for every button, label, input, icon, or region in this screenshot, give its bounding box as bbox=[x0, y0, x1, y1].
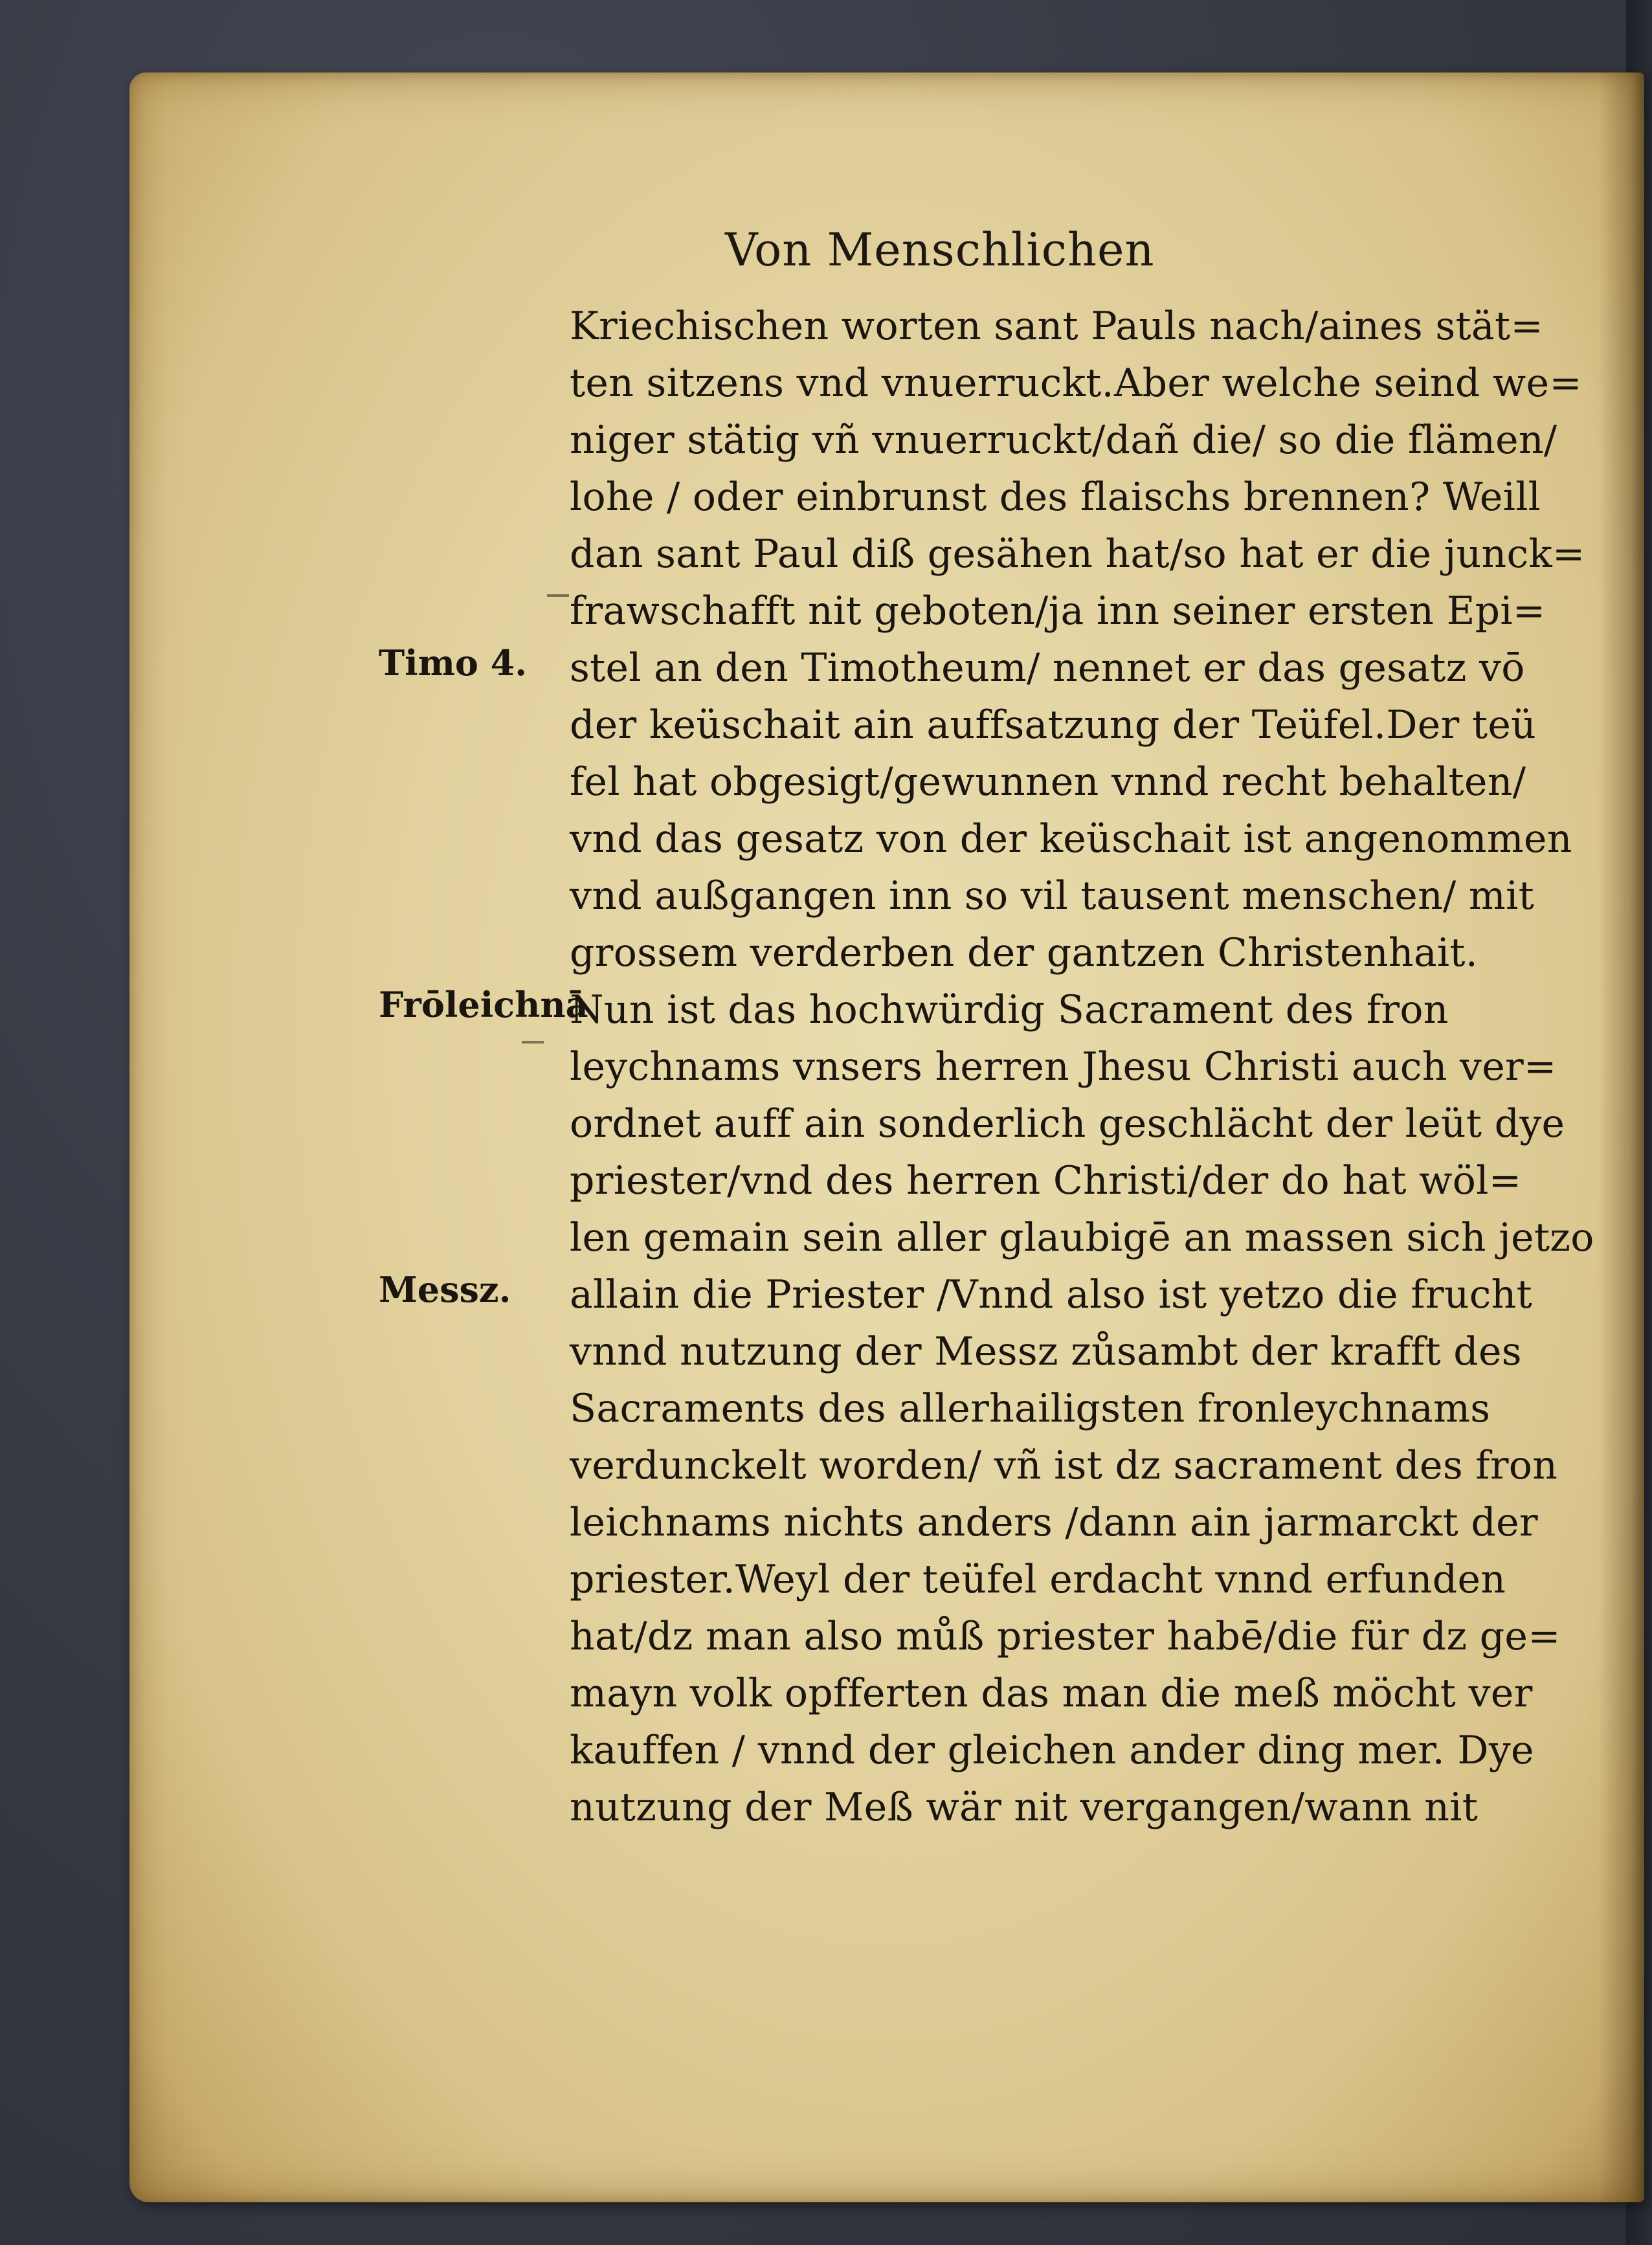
text-line: verdunckelt worden/ vñ ist dz sacrament des fron bbox=[570, 1443, 1558, 1488]
text-line: hat/dz man also můß priester habē/die für dz ge= bbox=[570, 1614, 1561, 1659]
text-line: vnd das gesatz von der keüschait ist angenommen bbox=[570, 816, 1572, 862]
text-line: priester/vnd des herren Christi/der do hat wöl= bbox=[570, 1158, 1522, 1203]
text-line: frawschafft nit geboten/ja inn seiner ersten Epi= bbox=[570, 588, 1546, 634]
margin-mark bbox=[547, 594, 569, 597]
text-line: leychnams vnsers herren Jhesu Christi auch ver= bbox=[570, 1044, 1557, 1089]
margin-note-timo: Timo 4. bbox=[379, 642, 528, 684]
text-line: kauffen / vnnd der gleichen ander ding mer. Dye bbox=[570, 1728, 1534, 1773]
text-line: Kriechischen worten sant Pauls nach/aines stät= bbox=[570, 304, 1543, 349]
text-line: fel hat obgesigt/gewunnen vnnd recht behalten/ bbox=[570, 759, 1526, 805]
text-line: Sacraments des allerhailigsten fronleychnams bbox=[570, 1386, 1491, 1431]
body-text-block bbox=[570, 298, 1594, 1836]
text-line: ordnet auff ain sonderlich geschlächt der leüt dye bbox=[570, 1101, 1565, 1146]
text-line: vnd außgangen inn so vil tausent menschen/ mit bbox=[570, 873, 1535, 919]
text-line: stel an den Timotheum/ nennet er das gesatz vō bbox=[570, 645, 1525, 691]
margin-note-fronleichnam: Frōleichnā bbox=[379, 984, 588, 1025]
text-line: len gemain sein aller glaubigē an massen sich jetzo bbox=[570, 1215, 1594, 1260]
text-line: der keüschait ain auffsatzung der Teüfel.Der teü bbox=[570, 702, 1537, 748]
text-line: priester.Weyl der teüfel erdacht vnnd erfunden bbox=[570, 1557, 1506, 1602]
text-line: leichnams nichts anders /dann ain jarmarckt der bbox=[570, 1500, 1538, 1545]
running-head: Von Menschlichen bbox=[725, 223, 1155, 276]
text-line: allain die Priester /Vnnd also ist yetzo die frucht bbox=[570, 1272, 1533, 1317]
page-gutter-shadow bbox=[1599, 73, 1644, 2202]
margin-note-messz: Messz. bbox=[379, 1269, 511, 1310]
text-line: nutzung der Meß wär nit vergangen/wann nit bbox=[570, 1785, 1479, 1830]
margin-mark bbox=[522, 1041, 544, 1044]
text-line: vnnd nutzung der Messz zůsambt der krafft des bbox=[570, 1329, 1522, 1374]
text-line: grossem verderben der gantzen Christenhait. bbox=[570, 930, 1479, 976]
text-line: mayn volk opfferten das man die meß möcht ver bbox=[570, 1671, 1533, 1716]
text-line: Nun ist das hochwürdig Sacrament des fron bbox=[570, 987, 1449, 1033]
text-line: ten sitzens vnd vnuerruckt.Aber welche seind we= bbox=[570, 361, 1582, 406]
text-line: lohe / oder einbrunst des flaischs brennen? Weill bbox=[570, 475, 1541, 520]
text-line: dan sant Paul diß gesähen hat/so hat er die junck= bbox=[570, 531, 1585, 577]
text-line: niger stätig vñ vnuerruckt/dañ die/ so die flämen/ bbox=[570, 418, 1557, 463]
